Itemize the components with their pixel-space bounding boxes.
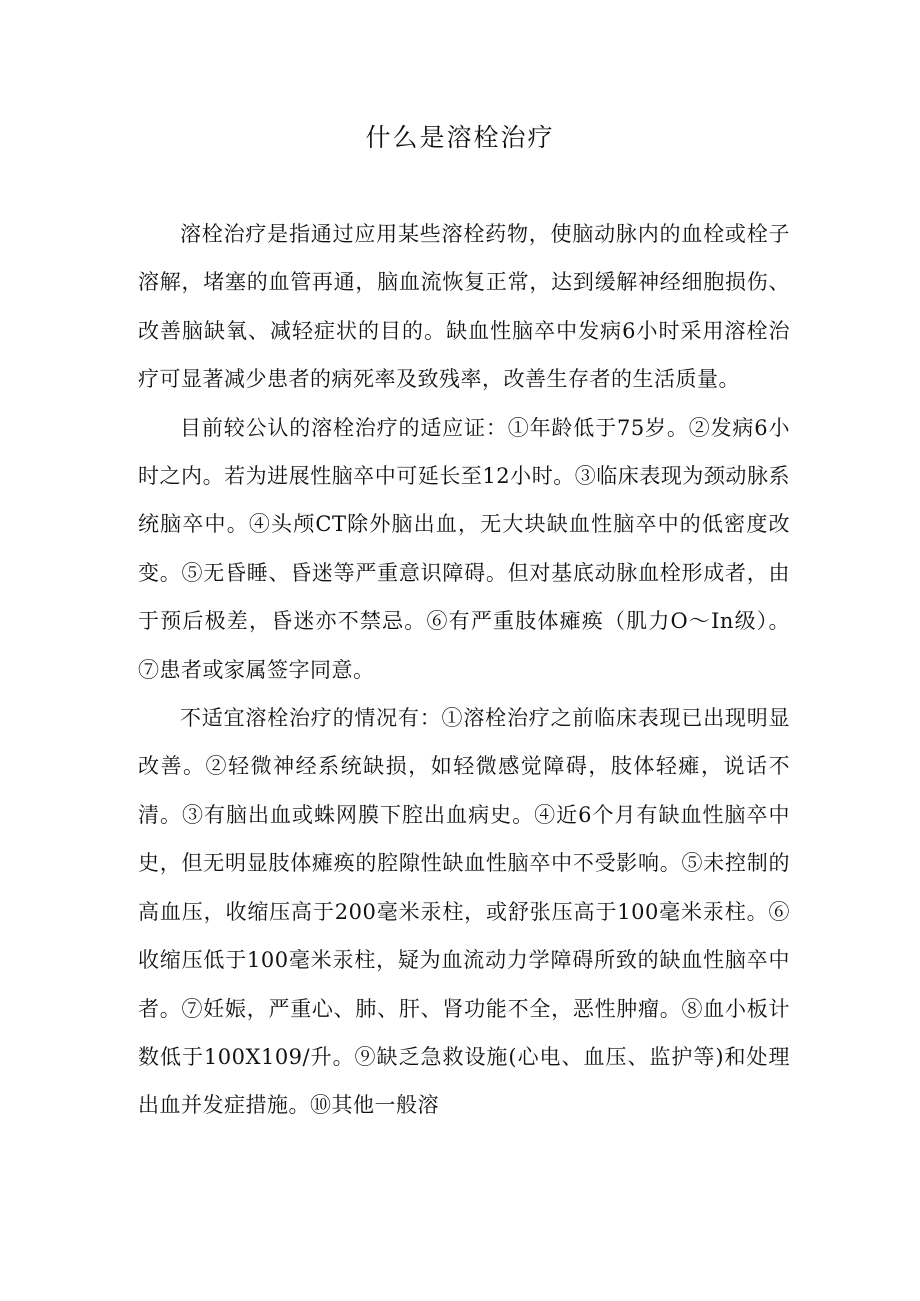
paragraph-contraindications: 不适宜溶栓治疗的情况有：①溶栓治疗之前临床表现已出现明显改善。②轻微神经系统缺损，如轻微感觉障碍，肢体轻瘫，说话不清。③有脑出血或蛛网膜下腔出血病史。④近6个月有缺血性脑卒中史，但无明显肢体瘫痪的腔隙性缺血性脑卒中不受影响。⑤未控制的高血压，收缩压高于200毫米汞柱，或舒张压高于100毫米汞柱。⑥收缩压低于100毫米汞柱，疑为血流动力学障碍所致的缺血性脑卒中者。⑦妊娠，严重心、肺、肝、肾功能不全，恶性肿瘤。⑧血小板计数低于100X109/升。⑨缺乏急救设施(心电、血压、监护等)和处理出血并发症措施。⑩其他一般溶 xyxy=(138,706,790,1118)
document-body xyxy=(138,210,790,1130)
document-title: 什么是溶栓治疗 xyxy=(365,123,555,152)
paragraph-definition: 溶栓治疗是指通过应用某些溶栓药物，使脑动脉内的血栓或栓子溶解，堵塞的血管再通，脑血流恢复正常，达到缓解神经细胞损伤、改善脑缺氧、减轻症状的目的。缺血性脑卒中发病6小时采用溶栓治疗可显著减少患者的病死率及致残率，改善生存者的生活质量。 xyxy=(138,222,790,392)
paragraph-indications: 目前较公认的溶栓治疗的适应证：①年龄低于75岁。②发病6小时之内。若为进展性脑卒中可延长至12小时。③临床表现为颈动脉系统脑卒中。④头颅CT除外脑出血，无大块缺血性脑卒中的低密度改变。⑤无昏睡、昏迷等严重意识障碍。但对基底动脉血栓形成者，由于预后极差，昏迷亦不禁忌。⑥有严重肢体瘫痪（肌力O～In级）。⑦患者或家属签字同意。 xyxy=(138,415,790,682)
